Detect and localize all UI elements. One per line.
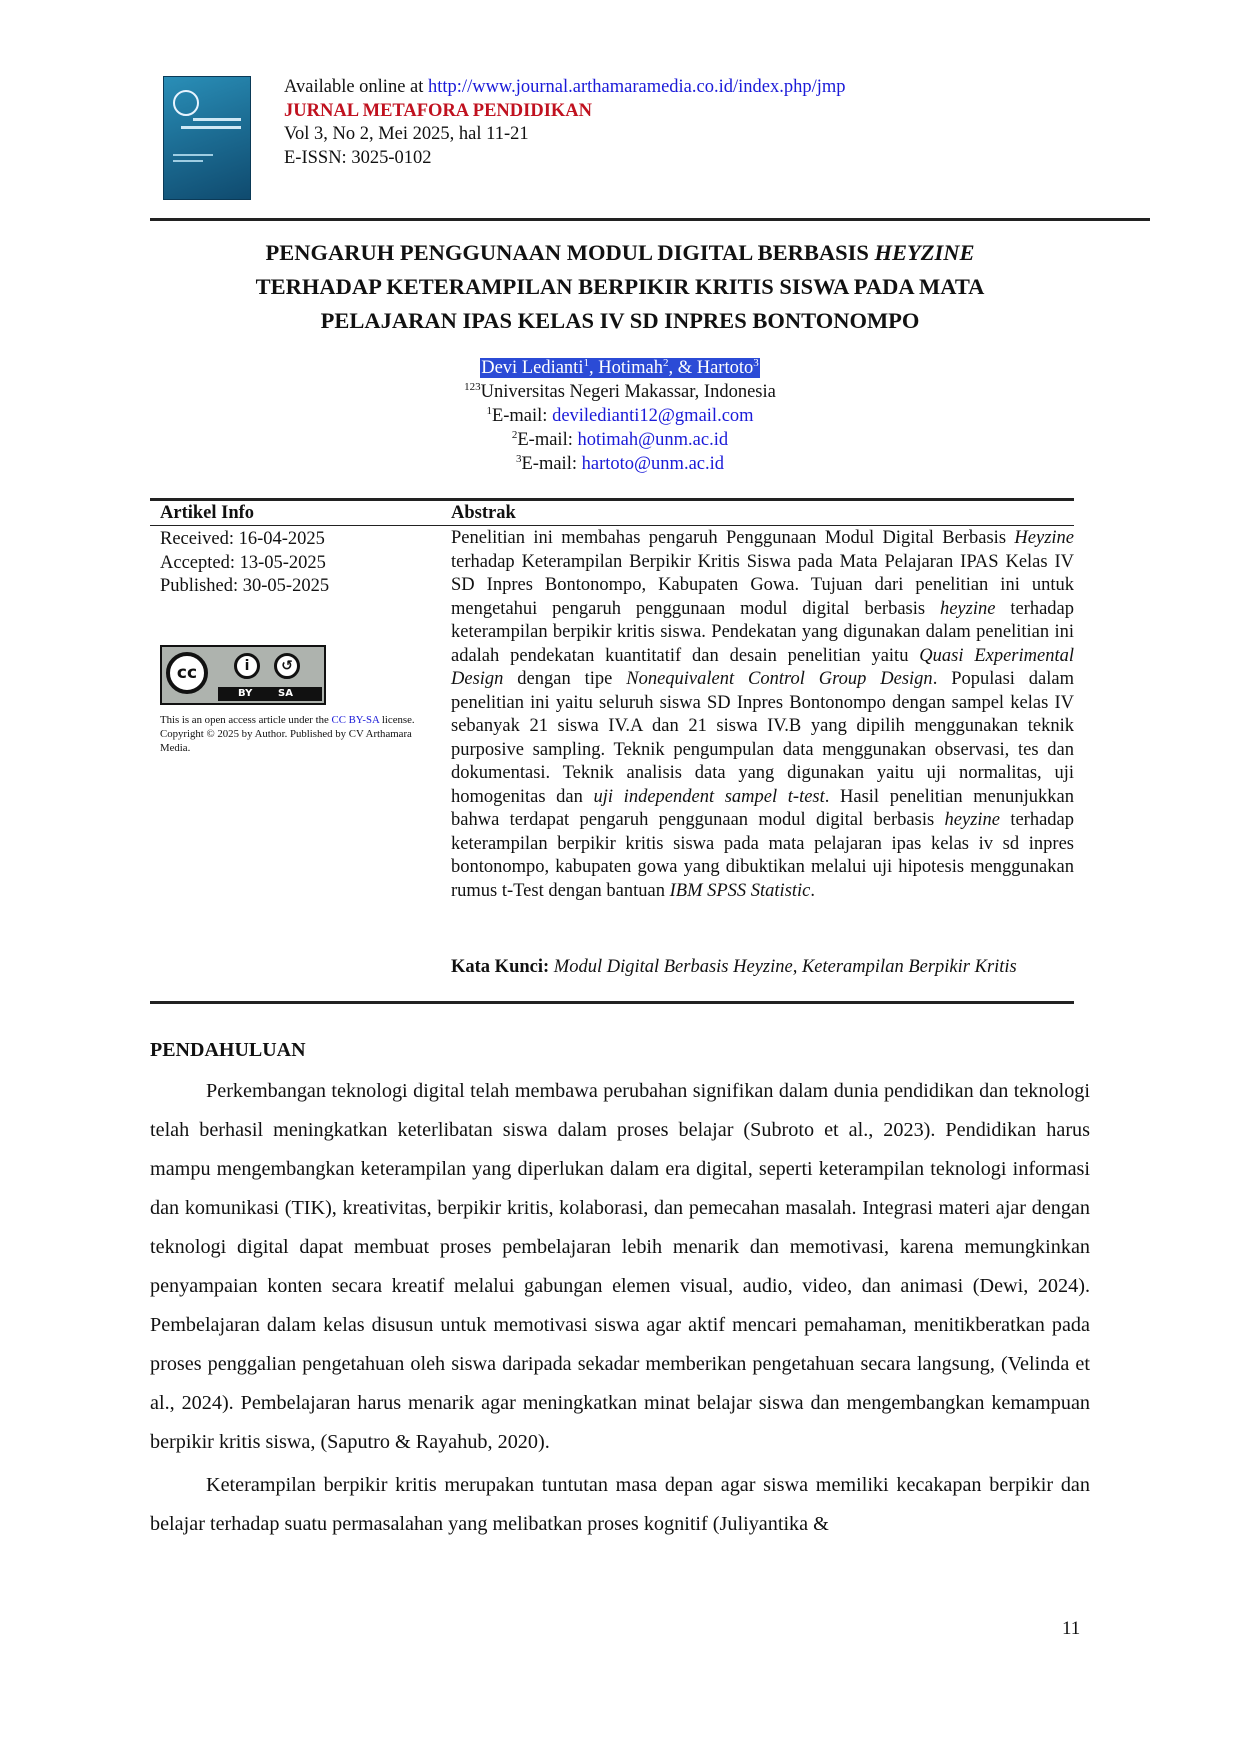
article-info-heading: Artikel Info bbox=[160, 503, 255, 523]
keywords: Kata Kunci: Modul Digital Berbasis Heyzine, Keterampilan Berpikir Kritis bbox=[451, 957, 1017, 977]
table-bottom-rule bbox=[150, 1001, 1074, 1004]
paragraph-2: Keterampilan berpikir kritis merupakan tuntutan masa depan agar siswa memiliki kecakapan berpikir dan belajar terhadap suatu permasalahan yang melibatkan proses kognitif (Juliyantika & bbox=[150, 1474, 1090, 1535]
published-date: Published: 30-05-2025 bbox=[160, 576, 330, 597]
email-link-1[interactable]: deviledianti12@gmail.com bbox=[552, 406, 754, 426]
cc-by-sa-badge[interactable] bbox=[160, 645, 326, 705]
page-number: 11 bbox=[1062, 1618, 1081, 1639]
email-1: $^1$E-mail: deviledianti12@gmail.com bbox=[486, 404, 754, 426]
email-link-2[interactable]: hotimah@unm.ac.id bbox=[577, 430, 729, 450]
journal-header bbox=[284, 76, 846, 170]
journal-url-link[interactable]: http://www.journal.arthamaramedia.co.id/index.php/jmp bbox=[428, 77, 846, 97]
email-2: $^2$E-mail: hotimah@unm.ac.id bbox=[511, 428, 729, 450]
journal-name: JURNAL METAFORA PENDIDIKAN bbox=[284, 100, 593, 121]
section-heading: PENDAHULUAN bbox=[150, 1039, 306, 1061]
author-names: Devi Ledianti$^1$, Hotimah$^2$, & Hartoto$^3$ bbox=[481, 356, 759, 378]
email-3: $^3$E-mail: hartoto@unm.ac.id bbox=[516, 452, 724, 474]
header-divider bbox=[150, 218, 1150, 221]
cc-label-bar: BY SA bbox=[218, 687, 322, 701]
volume-info: Vol 3, No 2, Mei 2025, hal 11-21 bbox=[284, 124, 529, 144]
availability-line: Available online at http://www.journal.arthamaramedia.co.id/index.php/jmp bbox=[284, 77, 846, 97]
email-link-3[interactable]: hartoto@unm.ac.id bbox=[581, 454, 724, 474]
abstract-heading: Abstrak bbox=[451, 503, 516, 523]
journal-logo-icon bbox=[173, 90, 199, 116]
article-dates bbox=[160, 528, 329, 599]
license-note: This is an open access article under the CC BY-SA license. Copyright © 2025 by Author. Published by CV Arthamara Media. bbox=[160, 714, 415, 754]
attribution-icon: i bbox=[234, 653, 260, 679]
author-block bbox=[150, 356, 1090, 476]
table-header-rule bbox=[150, 525, 1074, 526]
journal-cover-image bbox=[163, 76, 251, 200]
table-top-rule bbox=[150, 498, 1074, 501]
received-date: Received: 16-04-2025 bbox=[160, 529, 325, 549]
paper-title: PENGARUH PENGGUNAAN MODUL DIGITAL BERBASIS HEYZINE TERHADAP KETERAMPILAN BERPIKIR KRITIS SISWA PADA MATA PELAJARAN IPAS KELAS IV SD INPRES BONTONOMPO bbox=[255, 240, 985, 333]
paragraph-1: Perkembangan teknologi digital telah membawa perubahan signifikan dalam dunia pendidikan dan teknologi telah berhasil meningkatkan keterlibatan siswa dalam proses belajar (Subroto et al., 2023). Pendidikan harus mampu mengembangkan keterampilan yang diperlukan dalam era digital, seperti keterampilan teknologi informasi dan komunikasi (TIK), kreativitas, berpikir kritis, kolaborasi, dan pemecahan masalah. Integrasi materi ajar dengan teknologi digital dapat membuat proses pembelajaran lebih menarik dan memotivasi, karena memungkinkan penyampaian konten secara kreatif melalui gabungan elemen visual, audio, video, dan animasi (Dewi, 2024). Pembelajaran dalam kelas disusun untuk memotivasi siswa agar aktif mencari pemahaman, menitikberatkan pada proses penggalian pengetahuan oleh siswa daripada sekadar memberikan pengetahuan secara langsung, (Velinda et al., 2024). Pembelajaran harus menarik agar meningkatkan minat belajar siswa dan mengembangkan kemampuan berpikir kritis siswa, (Saputro & Rayahub, 2020). bbox=[150, 1080, 1090, 1453]
body-text bbox=[150, 1072, 1090, 1548]
share-alike-icon: ↺ bbox=[274, 653, 300, 679]
affiliation: $^{123}$Universitas Negeri Makassar, Indonesia bbox=[464, 380, 776, 402]
abstract-text: Penelitian ini membahas pengaruh Penggunaan Modul Digital Berbasis Heyzine terhadap Keterampilan Berpikir Kritis Siswa pada Mata Pelajaran IPAS Kelas IV SD Inpres Bontonompo, Kabupaten Gowa. Tujuan dari penelitian ini untuk mengetahui pengaruh penggunaan modul digital berbasis heyzine terhadap keterampilan berpikir kritis siswa. Pendekatan yang digunakan dalam penelitian ini adalah pendekatan kuantitatif dan desain penelitian yaitu Quasi Experimental Design dengan tipe Nonequivalent Control Group Design. Populasi dalam penelitian ini yaitu seluruh siswa SD Inpres Bontonompo dengan sampel kelas IV sebanyak 21 siswa IV.A dan 21 siswa IV.B yang dipilih menggunakan teknik purposive sampling. Teknik pengumpulan data menggunakan observasi, tes dan dokumentasi. Teknik analisis data yang digunakan yaitu uji normalitas, uji homogenitas dan uji independent sampel t-test. Hasil penelitian menunjukkan bahwa terdapat pengaruh penggunaan modul digital berbasis heyzine terhadap keterampilan berpikir kritis siswa pada mata pelajaran ipas kelas iv sd inpres bontonompo, kabupaten gowa yang dibuktikan melalui uji hipotesis menggunakan rumus t-Test dengan bantuan IBM SPSS Statistic. bbox=[451, 528, 1075, 901]
issn: E-ISSN: 3025-0102 bbox=[284, 147, 432, 168]
cc-by-sa-link[interactable]: CC BY-SA bbox=[331, 714, 380, 726]
accepted-date: Accepted: 13-05-2025 bbox=[160, 552, 326, 573]
cc-icon: cc bbox=[166, 652, 208, 694]
